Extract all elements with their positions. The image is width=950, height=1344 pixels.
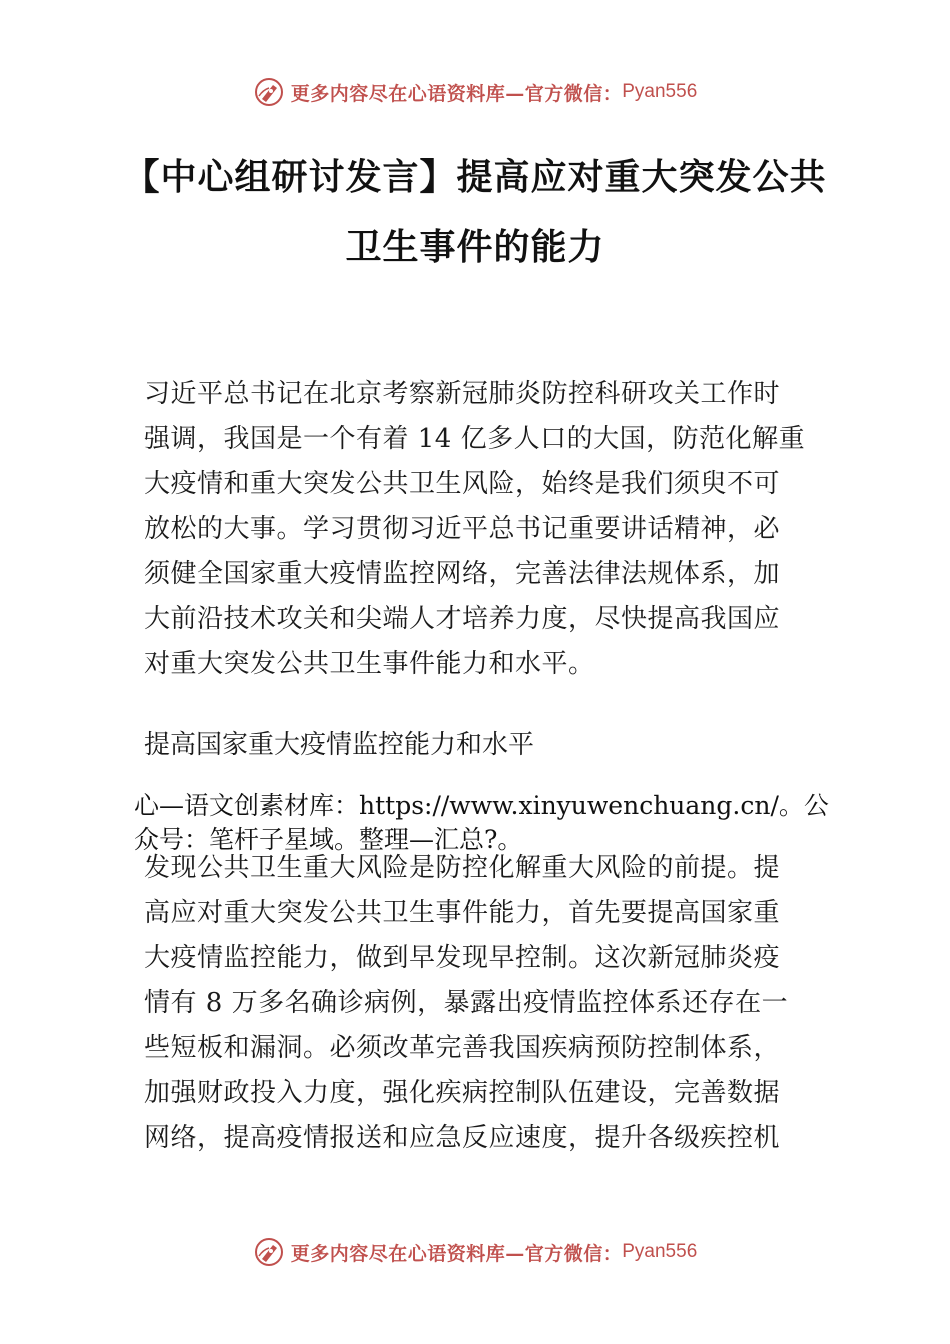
document-title-line-1: 【中心组研讨发言】提高应对重大突发公共 xyxy=(123,157,827,198)
pen-nib-logo-icon xyxy=(253,1236,285,1268)
text-line: 须健全国家重大疫情监控网络，完善法律法规体系，加 xyxy=(144,559,781,589)
text-line: 高应对重大突发公共卫生事件能力，首先要提高国家重 xyxy=(144,898,781,928)
source-note-line: 众号：笔杆子星域。整理—汇总?。 xyxy=(134,825,523,854)
banner-wechat-id: Pyan556 xyxy=(622,1241,698,1262)
text-line: 发现公共卫生重大风险是防控化解重大风险的前提。提 xyxy=(144,853,781,883)
pen-nib-logo-icon xyxy=(253,76,285,108)
text-line: 情有 8 万多名确诊病例，暴露出疫情监控体系还存在一 xyxy=(144,988,789,1018)
banner-wechat-id: Pyan556 xyxy=(622,81,698,102)
header-banner xyxy=(0,70,950,114)
intro-paragraph xyxy=(144,372,816,687)
source-note-line: 心—语文创素材库：https://www.xinyuwenchuang.cn/。公 xyxy=(134,791,829,820)
text-line: 放松的大事。学习贯彻习近平总书记重要讲话精神，必 xyxy=(144,514,781,544)
body-paragraph xyxy=(144,846,816,1161)
text-line: 习近平总书记在北京考察新冠肺炎防控科研攻关工作时 xyxy=(144,379,781,409)
text-line: 些短板和漏洞。必须改革完善我国疾病预防控制体系， xyxy=(144,1033,781,1063)
text-line: 大前沿技术攻关和尖端人才培养力度，尽快提高我国应 xyxy=(144,604,781,634)
banner-text: 更多内容尽在心语资料库—官方微信： xyxy=(290,82,623,105)
text-line: 大疫情和重大突发公共卫生风险，始终是我们须臾不可 xyxy=(144,469,781,499)
document-title-line-2: 卫生事件的能力 xyxy=(345,227,605,268)
banner-text: 更多内容尽在心语资料库—官方微信： xyxy=(290,1242,623,1265)
footer-banner xyxy=(0,1230,950,1274)
text-line: 网络，提高疫情报送和应急反应速度，提升各级疾控机 xyxy=(144,1123,781,1153)
section-heading: 提高国家重大疫情监控能力和水平 xyxy=(144,730,535,760)
text-line: 对重大突发公共卫生事件能力和水平。 xyxy=(144,649,595,679)
text-line: 强调，我国是一个有着 14 亿多人口的大国，防范化解重 xyxy=(144,424,806,454)
text-line: 大疫情监控能力，做到早发现早控制。这次新冠肺炎疫 xyxy=(144,943,781,973)
text-line: 加强财政投入力度，强化疾病控制队伍建设，完善数据 xyxy=(144,1078,781,1108)
